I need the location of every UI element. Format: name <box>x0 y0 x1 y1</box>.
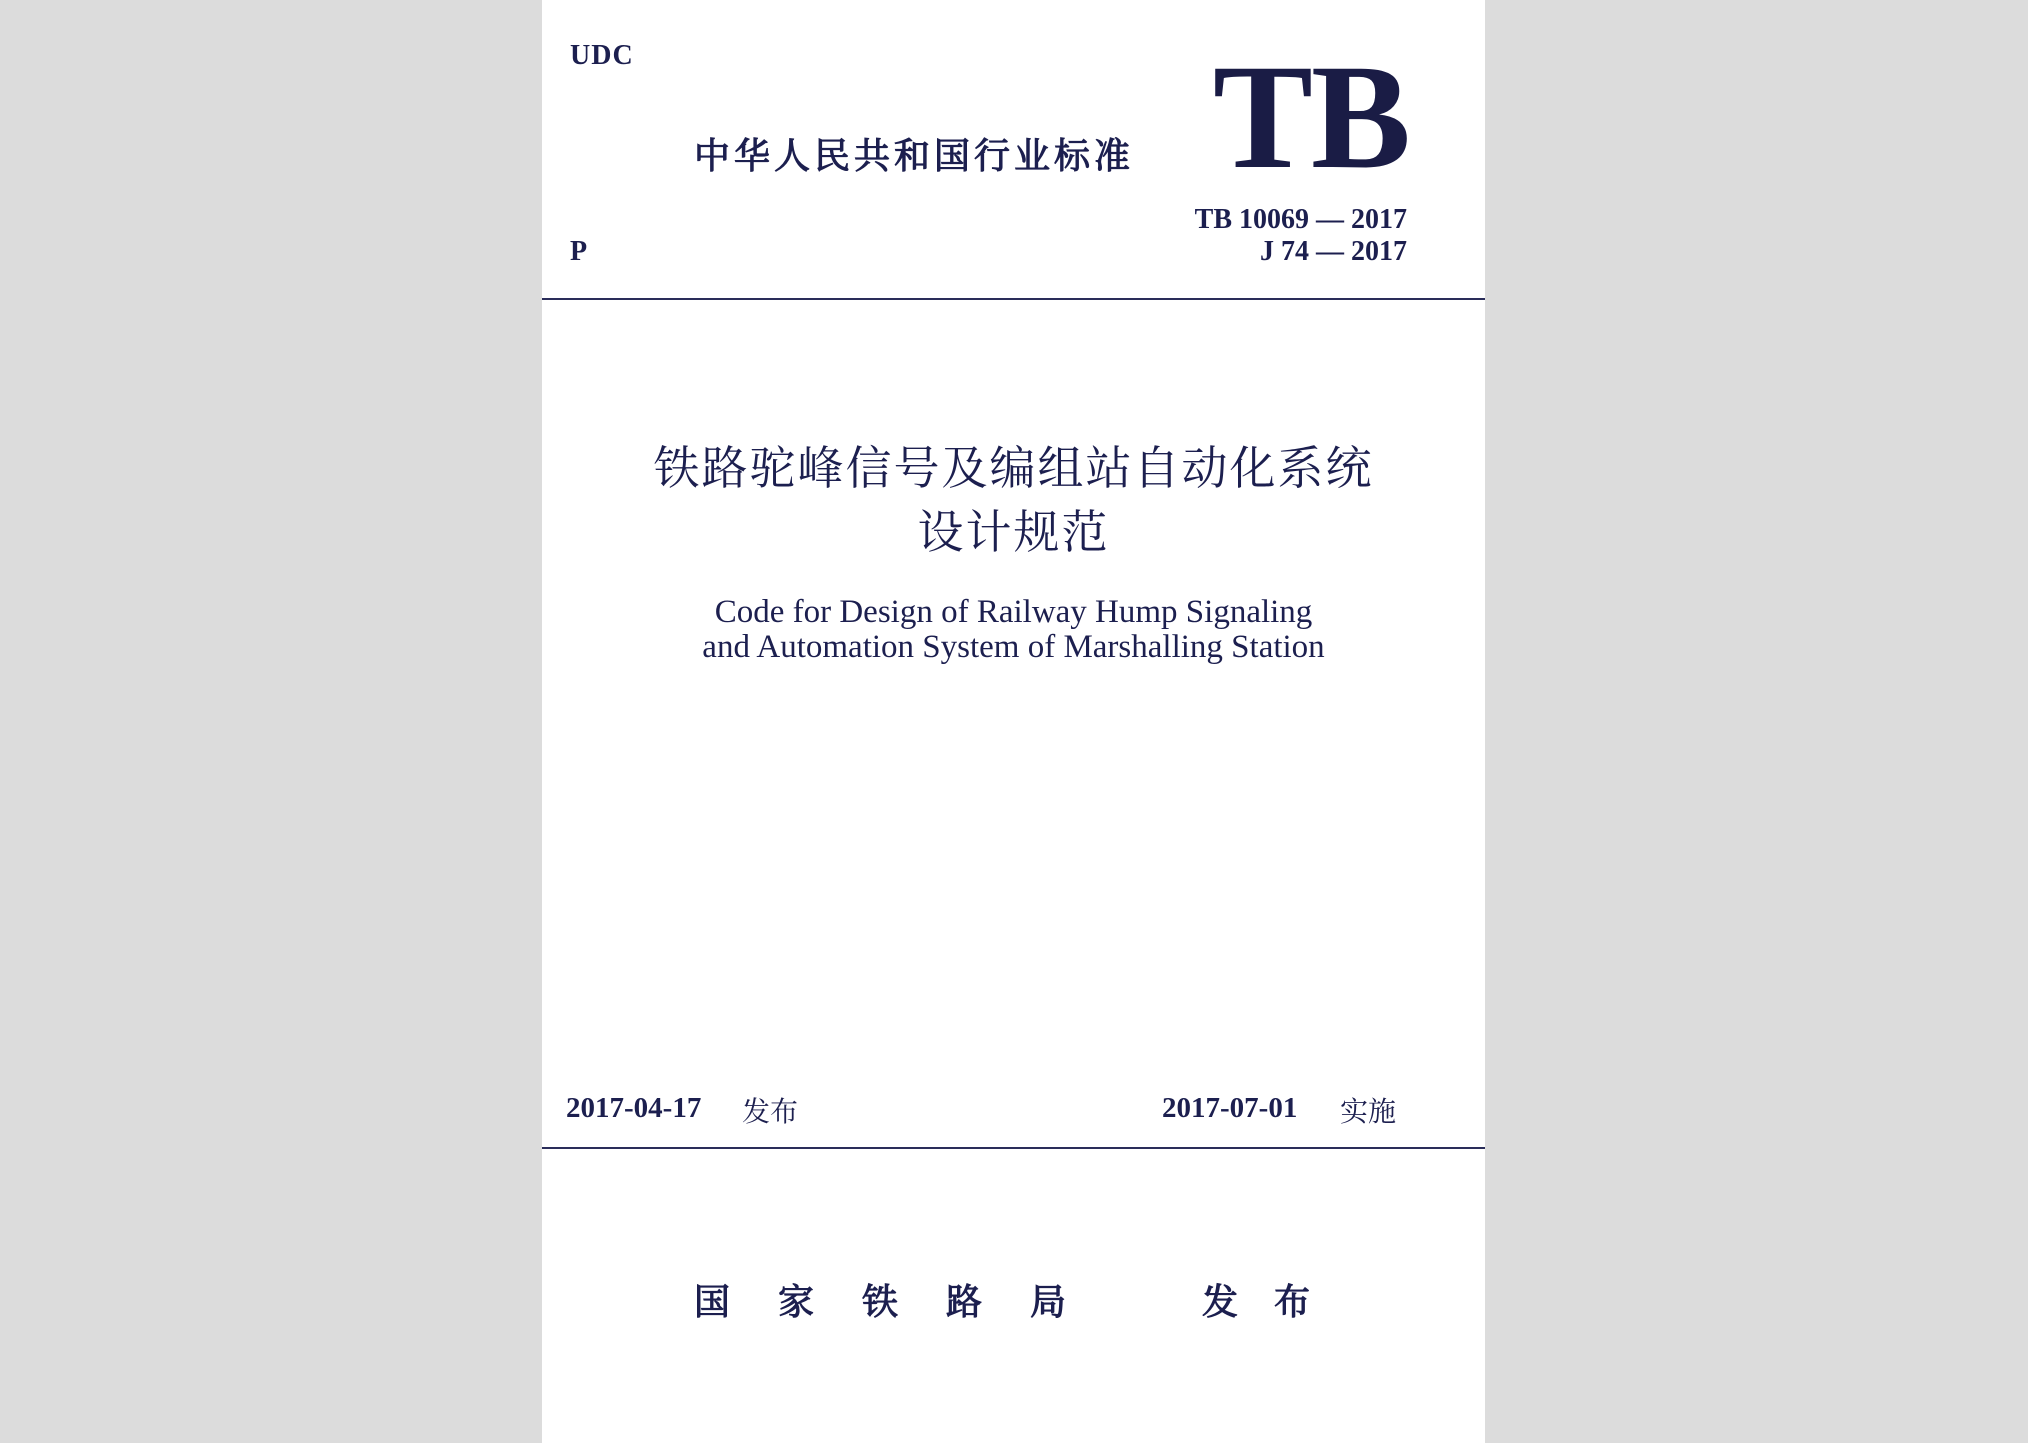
title-en-line2: and Automation System of Marshalling Station <box>702 629 1325 665</box>
implement-date: 2017-07-01 <box>1162 1092 1298 1124</box>
issue-label: 发布 <box>742 1095 799 1128</box>
classification-label: P <box>570 236 588 267</box>
implement-label: 实施 <box>1340 1095 1397 1128</box>
udc-label: UDC <box>570 40 634 71</box>
title-cn-line2: 设计规范 <box>917 505 1110 559</box>
issue-date: 2017-04-17 <box>566 1092 702 1124</box>
document-cover <box>542 0 1485 1443</box>
publisher-name: 国家铁路局 <box>694 1282 1115 1323</box>
standard-code-primary: TB 10069 — 2017 <box>1194 204 1407 235</box>
tb-logo: TB <box>1212 34 1409 200</box>
standard-code-secondary: J 74 — 2017 <box>1260 236 1407 267</box>
publish-label: 发布 <box>1202 1282 1347 1323</box>
standard-type: 中华人民共和国行业标准 <box>694 136 1135 177</box>
title-cn-line1: 铁路驼峰信号及编组站自动化系统 <box>653 441 1374 495</box>
bottom-divider <box>542 1147 1485 1149</box>
top-divider <box>542 298 1485 300</box>
title-en-line1: Code for Design of Railway Hump Signaling <box>714 594 1313 630</box>
